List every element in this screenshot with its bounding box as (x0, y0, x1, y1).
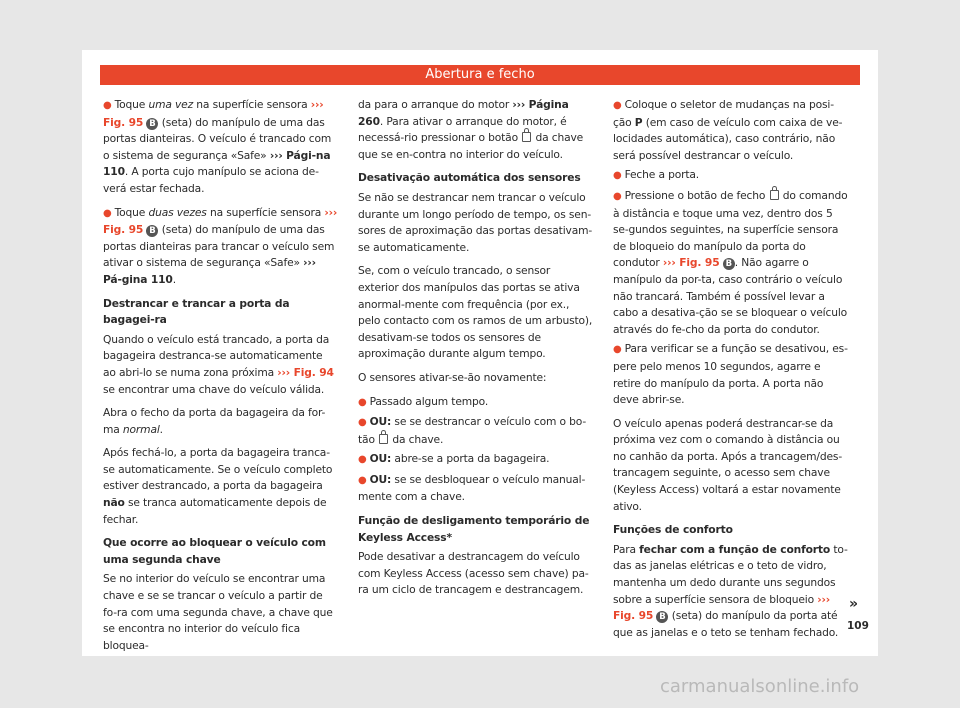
paragraph: O sensores ativar-se-ão novamente: (358, 370, 547, 384)
list-item: ● Passado algum tempo. (358, 394, 489, 408)
list-item: ● OU: se se desbloquear o veículo manual-mente com a chave. (358, 472, 586, 504)
lock-icon (770, 190, 779, 200)
column-1 (103, 97, 338, 661)
paragraph: Abra o fecho da porta da bagageira da for-ma normal. (103, 406, 326, 436)
bullet-icon: ● (613, 100, 622, 111)
paragraph: Quando o veículo está trancado, a porta da bagageira destranca-se automaticamente ao abri-lo se numa zona próxima ››› Fig. 94 se encontrar uma chave do veículo válida. (103, 332, 334, 396)
bullet-icon: ● (103, 207, 112, 219)
watermark: carmanualsonline.info (660, 676, 860, 697)
callout-b-icon: B (723, 258, 735, 270)
bullet-icon: ● (358, 396, 367, 408)
heading-conforto: Funções de conforto (613, 523, 733, 537)
list-item: ● Coloque o seletor de mudanças na posi-ção P (em caso de veículo com caixa de ve-locidades automática), caso contrário, não será possível destrancar o veículo. (613, 98, 843, 162)
paragraph: O veículo apenas poderá destrancar-se da próxima vez com o comando à distância ou no canhão da porta. Após a trancagem/des-trancagem seguinte, o acesso sem chave (Keyless Access) voltará a estar novamente ativo. (613, 416, 843, 513)
heading-desativacao: Desativação automática dos sensores (358, 171, 581, 185)
section-header: Abertura e fecho (100, 65, 860, 85)
list-item: ● OU: abre-se a porta da bagageira. (358, 452, 550, 466)
page-number: 109 (847, 620, 869, 632)
paragraph: Pode desativar a destrancagem do veículo com Keyless Access (acesso sem chave) pa-ra um ciclo de trancagem e destrancagem. (358, 550, 589, 597)
heading-segunda-chave: Que ocorre ao bloquear o veículo com uma segunda chave (103, 536, 326, 566)
callout-b-icon: B (146, 118, 158, 130)
figure-link[interactable]: ››› Fig. 95 (613, 592, 830, 623)
bullet-toque-uma-vez: ● Toque uma vez na superfície sensora ››› Fig. 95 B (seta) do manípulo de uma das portas dianteiras. O veículo é trancado com o sistema de segurança «Safe» ››› Pági-na 110. A porta cujo manípulo se aciona de-verá estar fechada. (103, 98, 332, 195)
paragraph: Após fechá-lo, a porta da bagageira tranca-se automaticamente. Se o veículo completo estiver destrancado, a porta da bagageira não se tranca automaticamente depois de fechar. (103, 446, 333, 526)
paragraph: Se no interior do veículo se encontrar uma chave e se se trancar o veículo a partir de fo-ra com uma segunda chave, a chave que se encontra no interior do veículo fica bloquea- (103, 572, 333, 652)
heading-keyless: Função de desligamento temporário de Keyless Access* (358, 514, 590, 544)
bullet-icon: ● (358, 417, 367, 429)
page-link[interactable]: ››› Pági-na 110 (103, 148, 331, 179)
bullet-icon: ● (613, 190, 622, 202)
list-item: ● OU: se se destrancar o veículo com o bo-tão da chave. (358, 415, 587, 446)
callout-b-icon: B (146, 225, 158, 237)
column-3 (613, 97, 848, 648)
paragraph: Se, com o veículo trancado, o sensor exterior dos manípulos das portas se ativa anormal-mente com frequência (por ex., pelo contacto com os ramos de um arbusto), desativam-se todos os sensores de aproximação durante algum tempo. (358, 264, 593, 361)
page-link[interactable]: ››› Pá-gina 110 (103, 256, 316, 286)
bullet-icon: ● (613, 344, 622, 356)
paragraph: Para fechar com a função de conforto to-das as janelas elétricas e o teto de vidro, mantenha um dedo durante uns segundos sobre a superfície sensora de bloqueio ››› Fig. 95 B (seta) do manípulo da porta até que as janelas e o teto se tenham fechado. (613, 542, 848, 639)
lock-icon (522, 132, 531, 142)
figure-link[interactable]: ››› Fig. 94 (277, 365, 334, 379)
bullet-toque-duas-vezes: ● Toque duas vezes na superfície sensora ››› Fig. 95 B (seta) do manípulo de uma das portas dianteiras para trancar o veículo sem ativar o sistema de segurança «Safe» ››› Pá-gina 110. (103, 205, 338, 286)
bullet-icon: ● (358, 474, 367, 486)
heading-bagageira: Destrancar e trancar a porta da bagagei-ra (103, 296, 290, 327)
paragraph: da para o arranque do motor ››› Página 260. Para ativar o arranque do motor, é necessá-rio pressionar o botão da chave que se en-contra no interior do veículo. (358, 98, 584, 161)
page-link[interactable]: ››› Página 260 (358, 98, 569, 128)
bullet-icon: ● (613, 170, 622, 182)
paragraph: Se não se destrancar nem trancar o veículo durante um longo período de tempo, os sen-sores de aproximação das portas desativam-se automaticamente. (358, 190, 593, 254)
unlock-icon (379, 434, 388, 444)
list-item: ● Pressione o botão de fecho do comando à distância e toque uma vez, dentro dos 5 se-gundos seguintes, na superfície sensora de bloqueio do manípulo da porta do condutor ››› Fig. 95 B . Não agarre o manípulo da por-ta, caso contrário o veículo não trancará. Também é possível levar a cabo a desativa-ção se se bloquear o veículo através do fe-cho da porta do condutor. (613, 188, 848, 336)
list-item: ● Feche a porta. (613, 168, 700, 182)
figure-link[interactable]: ››› Fig. 95 (103, 205, 338, 237)
continue-arrow-icon: » (849, 596, 859, 612)
bullet-icon: ● (358, 454, 367, 466)
column-2 (358, 97, 593, 606)
figure-link[interactable]: ››› Fig. 95 (662, 256, 720, 270)
bullet-icon: ● (103, 100, 112, 111)
list-item: ● Para verificar se a função se desativou, es-pere pelo menos 10 segundos, agarre e retire do manípulo da porta. A porta não deve abrir-se. (613, 342, 848, 407)
figure-link[interactable]: ››› Fig. 95 (103, 98, 324, 129)
callout-b-icon: B (656, 611, 668, 623)
